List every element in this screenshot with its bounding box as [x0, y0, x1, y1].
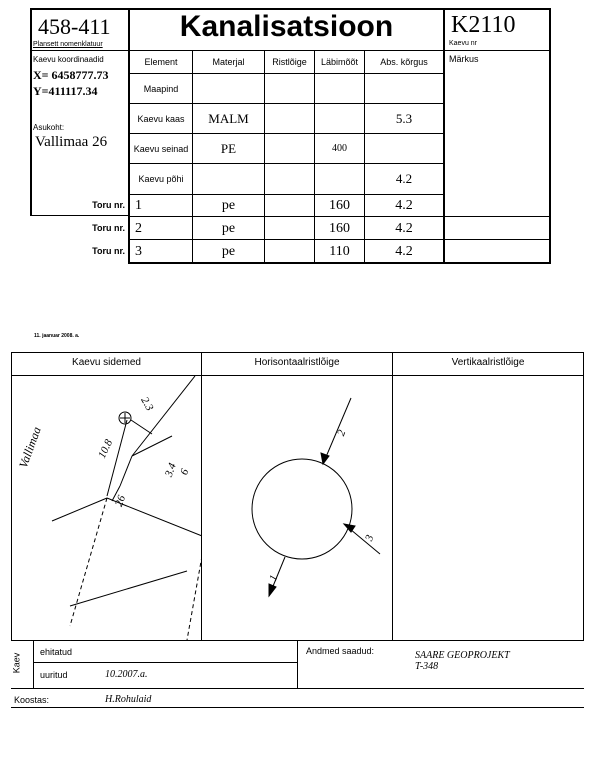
sketch-street-label: Vallimaa: [16, 424, 44, 470]
coords-caption: Kaevu koordinaadid: [33, 55, 104, 64]
pipe-row-diameter: 160: [329, 197, 350, 213]
pipe-row-material: pe: [221, 243, 236, 259]
author-value: H.Rohulaid: [105, 694, 152, 705]
table-row-element: Kaevu seinad: [133, 143, 189, 154]
table-row-element: Kaevu põhi: [138, 174, 184, 184]
surveyed-label: uuritud: [40, 670, 68, 680]
well-number: K2110: [451, 12, 516, 38]
built-label: ehitatud: [40, 647, 73, 657]
address-value: Vallimaa 26: [35, 134, 108, 150]
panel-title-vertical: Vertikaalristlõige: [451, 357, 525, 368]
sketch-area: [0, 340, 594, 710]
sketch-dimension: 10.8: [96, 437, 116, 461]
surveyed-value: 10.2007.a.: [105, 669, 148, 680]
sketch-dimension: 2.3: [138, 395, 156, 413]
pipe-row-abs: 4.2: [395, 243, 413, 259]
horizontal-section-sketch: [202, 376, 392, 640]
well-number-caption: Kaevu nr: [449, 40, 478, 47]
pipe-row-material: pe: [221, 220, 236, 236]
page-title: Kanalisatsioon: [179, 10, 394, 43]
table-row-element: Maapind: [143, 83, 179, 94]
sketch-dimension: 6: [178, 467, 192, 477]
pipe-2-label: 2: [335, 428, 349, 438]
author-label: Koostas:: [14, 695, 50, 705]
document-date: 11. jaanuar 2008. a.: [34, 333, 80, 339]
panel-title-horizontal: Horisontaalristlõige: [254, 357, 340, 368]
data-source-id: T-348: [415, 661, 439, 672]
col-abs-height: Abs. kõrgus: [380, 57, 428, 67]
table-row-material: PE: [220, 140, 237, 156]
coord-y: Y=411117.34: [33, 84, 98, 98]
address-caption: Asukoht:: [33, 123, 65, 132]
pipe-row-abs: 4.2: [395, 197, 413, 213]
pipe-row-diameter: 110: [329, 243, 350, 259]
well-label: Kaev: [11, 652, 22, 674]
pipe-row-number: 3: [135, 244, 142, 259]
data-source-value: SAARE GEOPROJEKT: [415, 650, 510, 661]
connections-sketch: [12, 376, 201, 640]
col-material: Materjal: [212, 57, 245, 67]
table-row-abs: 5.3: [395, 110, 413, 126]
pipe-3-label: 3: [363, 533, 377, 543]
well-card: [0, 0, 594, 270]
col-diameter: Läbimõõt: [320, 57, 359, 67]
table-row-material: MALM: [208, 110, 249, 126]
pipe-row-material: pe: [221, 197, 236, 213]
pipe-row-label: Toru nr.: [92, 200, 125, 210]
table-row-diameter: 400: [332, 143, 347, 154]
col-remarks: Märkus: [449, 54, 479, 64]
pipe-row-number: 1: [135, 198, 142, 213]
sheet-caption: Plansett nomenklatuur: [33, 41, 103, 48]
sketch-dimension: 26: [112, 493, 129, 509]
table-row-element: Kaevu kaas: [137, 113, 185, 124]
pipe-row-number: 2: [135, 221, 142, 236]
panel-title-connections: Kaevu sidemed: [72, 357, 141, 368]
col-element: Element: [144, 57, 178, 67]
data-source-label: Andmed saadud:: [306, 646, 375, 656]
pipe-1-label: 1: [267, 573, 281, 583]
coord-x: X= 6458777.73: [33, 68, 109, 82]
pipe-row-diameter: 160: [329, 220, 350, 236]
pipe-row-label: Toru nr.: [92, 246, 125, 256]
col-section: Ristlõige: [272, 57, 307, 67]
sketch-dimension: 3.4: [162, 461, 179, 479]
table-row-abs: 4.2: [395, 171, 413, 186]
pipe-row-abs: 4.2: [395, 220, 413, 236]
sheet-number: 458-411: [38, 14, 111, 39]
pipe-row-label: Toru nr.: [92, 223, 125, 233]
